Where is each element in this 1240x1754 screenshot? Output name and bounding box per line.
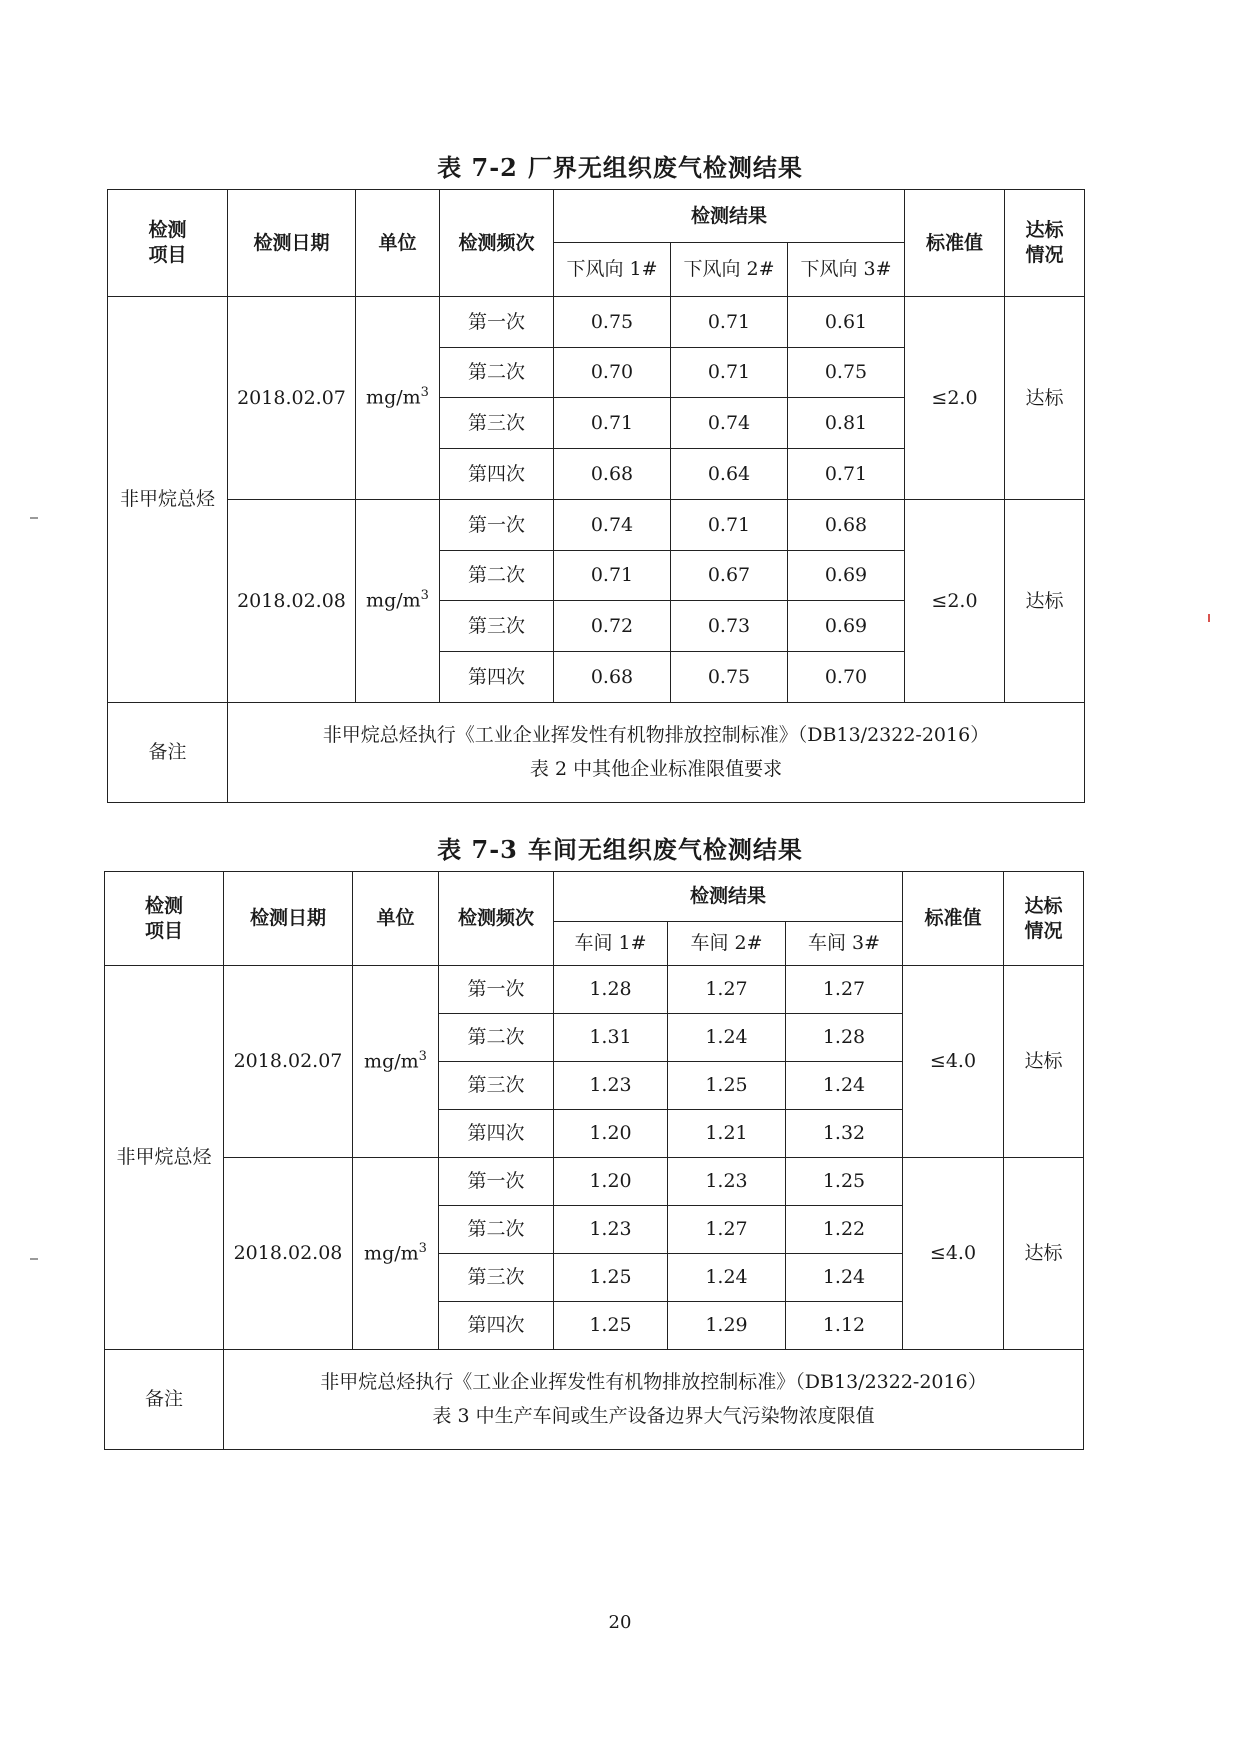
- header-compliance: 达标 情况: [1005, 190, 1085, 297]
- header-point-3: 下风向 3#: [788, 243, 905, 297]
- date-cell: 2018.02.08: [228, 500, 356, 703]
- frequency-cell: 第三次: [439, 1254, 554, 1302]
- unit-cell: [353, 966, 439, 1158]
- remark-text: [224, 1350, 1084, 1450]
- date-cell: 2018.02.08: [224, 1158, 353, 1350]
- value-cell: 1.20: [554, 1158, 668, 1206]
- value-cell: 0.70: [788, 652, 905, 703]
- date-cell: 2018.02.07: [228, 297, 356, 500]
- compliance-cell: 达标: [1004, 966, 1084, 1158]
- value-cell: 1.23: [668, 1158, 786, 1206]
- header-unit: 单位: [353, 872, 439, 966]
- frequency-cell: 第一次: [439, 966, 554, 1014]
- item-name-cell: 非甲烷总烃: [105, 966, 224, 1350]
- header-item: 检测 项目: [108, 190, 228, 297]
- table-caption-7-3: [0, 830, 1240, 865]
- value-cell: 0.71: [671, 348, 788, 398]
- frequency-cell: 第四次: [440, 449, 554, 500]
- standard-cell: ≤4.0: [903, 966, 1004, 1158]
- value-cell: 1.20: [554, 1110, 668, 1158]
- value-cell: 1.25: [554, 1302, 668, 1350]
- unit-text: mg/m: [364, 1050, 419, 1073]
- value-cell: 0.74: [554, 500, 671, 551]
- frequency-cell: 第二次: [439, 1014, 554, 1062]
- value-cell: 0.75: [554, 297, 671, 348]
- value-cell: 1.27: [668, 966, 786, 1014]
- value-cell: 0.68: [554, 652, 671, 703]
- header-point-1: 下风向 1#: [554, 243, 671, 297]
- scan-mark: [30, 517, 38, 519]
- value-cell: 1.29: [668, 1302, 786, 1350]
- value-cell: 1.25: [554, 1254, 668, 1302]
- value-cell: 1.24: [786, 1062, 903, 1110]
- table-title: 厂界无组织废气检测结果: [527, 153, 803, 182]
- header-result: 检测结果: [554, 190, 905, 243]
- header-compliance: 达标 情况: [1004, 872, 1084, 966]
- value-cell: 0.70: [554, 348, 671, 398]
- value-cell: 0.75: [788, 348, 905, 398]
- standard-cell: ≤4.0: [903, 1158, 1004, 1350]
- value-cell: 1.27: [668, 1206, 786, 1254]
- frequency-cell: 第三次: [440, 601, 554, 652]
- remark-line: 表 2 中其他企业标准限值要求: [529, 757, 783, 780]
- value-cell: 0.68: [554, 449, 671, 500]
- unit-text: mg/m: [366, 386, 421, 409]
- value-cell: 0.71: [788, 449, 905, 500]
- table-number: 表 7-3: [437, 835, 518, 864]
- table-row: [108, 297, 1085, 348]
- unit-exponent: 3: [418, 1048, 427, 1064]
- frequency-cell: 第一次: [440, 297, 554, 348]
- value-cell: 1.28: [786, 1014, 903, 1062]
- value-cell: 1.24: [668, 1014, 786, 1062]
- header-point-3: 车间 3#: [786, 922, 903, 966]
- compliance-cell: 达标: [1004, 1158, 1084, 1350]
- table-row: [105, 966, 1084, 1014]
- table-body: [105, 966, 1084, 1350]
- header-point-2: 车间 2#: [668, 922, 786, 966]
- date-cell: 2018.02.07: [224, 966, 353, 1158]
- value-cell: 1.12: [786, 1302, 903, 1350]
- remark-label: 备注: [108, 703, 228, 803]
- table-title: 车间无组织废气检测结果: [527, 835, 803, 864]
- page-number: 20: [608, 1612, 632, 1633]
- frequency-cell: 第三次: [440, 398, 554, 449]
- header-standard: 标准值: [903, 872, 1004, 966]
- frequency-cell: 第二次: [439, 1206, 554, 1254]
- header-date: 检测日期: [228, 190, 356, 297]
- header-result: 检测结果: [554, 872, 903, 922]
- unit-text: mg/m: [364, 1242, 419, 1265]
- header-point-2: 下风向 2#: [671, 243, 788, 297]
- value-cell: 1.31: [554, 1014, 668, 1062]
- unit-cell: [356, 500, 440, 703]
- value-cell: 0.69: [788, 601, 905, 652]
- remark-line: 非甲烷总烃执行《工业企业挥发性有机物排放控制标准》（DB13/2322-2016）: [320, 1371, 987, 1394]
- header-unit: 单位: [356, 190, 440, 297]
- header-frequency: 检测频次: [440, 190, 554, 297]
- value-cell: 0.72: [554, 601, 671, 652]
- header-frequency: 检测频次: [439, 872, 554, 966]
- remark-label: 备注: [105, 1350, 224, 1450]
- value-cell: 1.23: [554, 1206, 668, 1254]
- value-cell: 1.32: [786, 1110, 903, 1158]
- value-cell: 1.24: [668, 1254, 786, 1302]
- results-table-7-2: [107, 189, 1085, 803]
- standard-cell: ≤2.0: [905, 500, 1005, 703]
- frequency-cell: 第四次: [439, 1110, 554, 1158]
- value-cell: 0.67: [671, 551, 788, 601]
- table-row: [108, 500, 1085, 551]
- value-cell: 0.71: [671, 297, 788, 348]
- frequency-cell: 第四次: [439, 1302, 554, 1350]
- frequency-cell: 第一次: [440, 500, 554, 551]
- table-row: [105, 1158, 1084, 1206]
- table-body: [108, 297, 1085, 703]
- unit-text: mg/m: [366, 589, 421, 612]
- table-number: 表 7-2: [437, 153, 518, 182]
- scan-mark: [30, 1258, 38, 1260]
- frequency-cell: 第二次: [440, 551, 554, 601]
- value-cell: 0.71: [554, 398, 671, 449]
- frequency-cell: 第一次: [439, 1158, 554, 1206]
- compliance-cell: 达标: [1005, 500, 1085, 703]
- unit-exponent: 3: [418, 1240, 427, 1256]
- results-table-7-3: [104, 871, 1084, 1450]
- value-cell: 0.71: [554, 551, 671, 601]
- value-cell: 0.75: [671, 652, 788, 703]
- table-caption-7-2: [0, 148, 1240, 183]
- value-cell: 0.81: [788, 398, 905, 449]
- value-cell: 1.22: [786, 1206, 903, 1254]
- value-cell: 0.74: [671, 398, 788, 449]
- value-cell: 1.21: [668, 1110, 786, 1158]
- remark-line: 非甲烷总烃执行《工业企业挥发性有机物排放控制标准》（DB13/2322-2016）: [322, 724, 990, 747]
- value-cell: 1.28: [554, 966, 668, 1014]
- value-cell: 1.25: [786, 1158, 903, 1206]
- frequency-cell: 第四次: [440, 652, 554, 703]
- remark-line: 表 3 中生产车间或生产设备边界大气污染物浓度限值: [432, 1404, 875, 1427]
- value-cell: 0.69: [788, 551, 905, 601]
- unit-cell: [353, 1158, 439, 1350]
- unit-exponent: 3: [420, 588, 429, 604]
- value-cell: 0.73: [671, 601, 788, 652]
- value-cell: 1.24: [786, 1254, 903, 1302]
- unit-cell: [356, 297, 440, 500]
- value-cell: 1.25: [668, 1062, 786, 1110]
- scan-mark: [1208, 614, 1210, 622]
- item-name-cell: 非甲烷总烃: [108, 297, 228, 703]
- value-cell: 1.23: [554, 1062, 668, 1110]
- header-item: 检测 项目: [105, 872, 224, 966]
- value-cell: 0.64: [671, 449, 788, 500]
- frequency-cell: 第二次: [440, 348, 554, 398]
- value-cell: 0.71: [671, 500, 788, 551]
- value-cell: 0.68: [788, 500, 905, 551]
- unit-exponent: 3: [420, 385, 429, 401]
- header-date: 检测日期: [224, 872, 353, 966]
- value-cell: 1.27: [786, 966, 903, 1014]
- value-cell: 0.61: [788, 297, 905, 348]
- remark-text: [228, 703, 1085, 803]
- header-standard: 标准值: [905, 190, 1005, 297]
- standard-cell: ≤2.0: [905, 297, 1005, 500]
- compliance-cell: 达标: [1005, 297, 1085, 500]
- frequency-cell: 第三次: [439, 1062, 554, 1110]
- header-point-1: 车间 1#: [554, 922, 668, 966]
